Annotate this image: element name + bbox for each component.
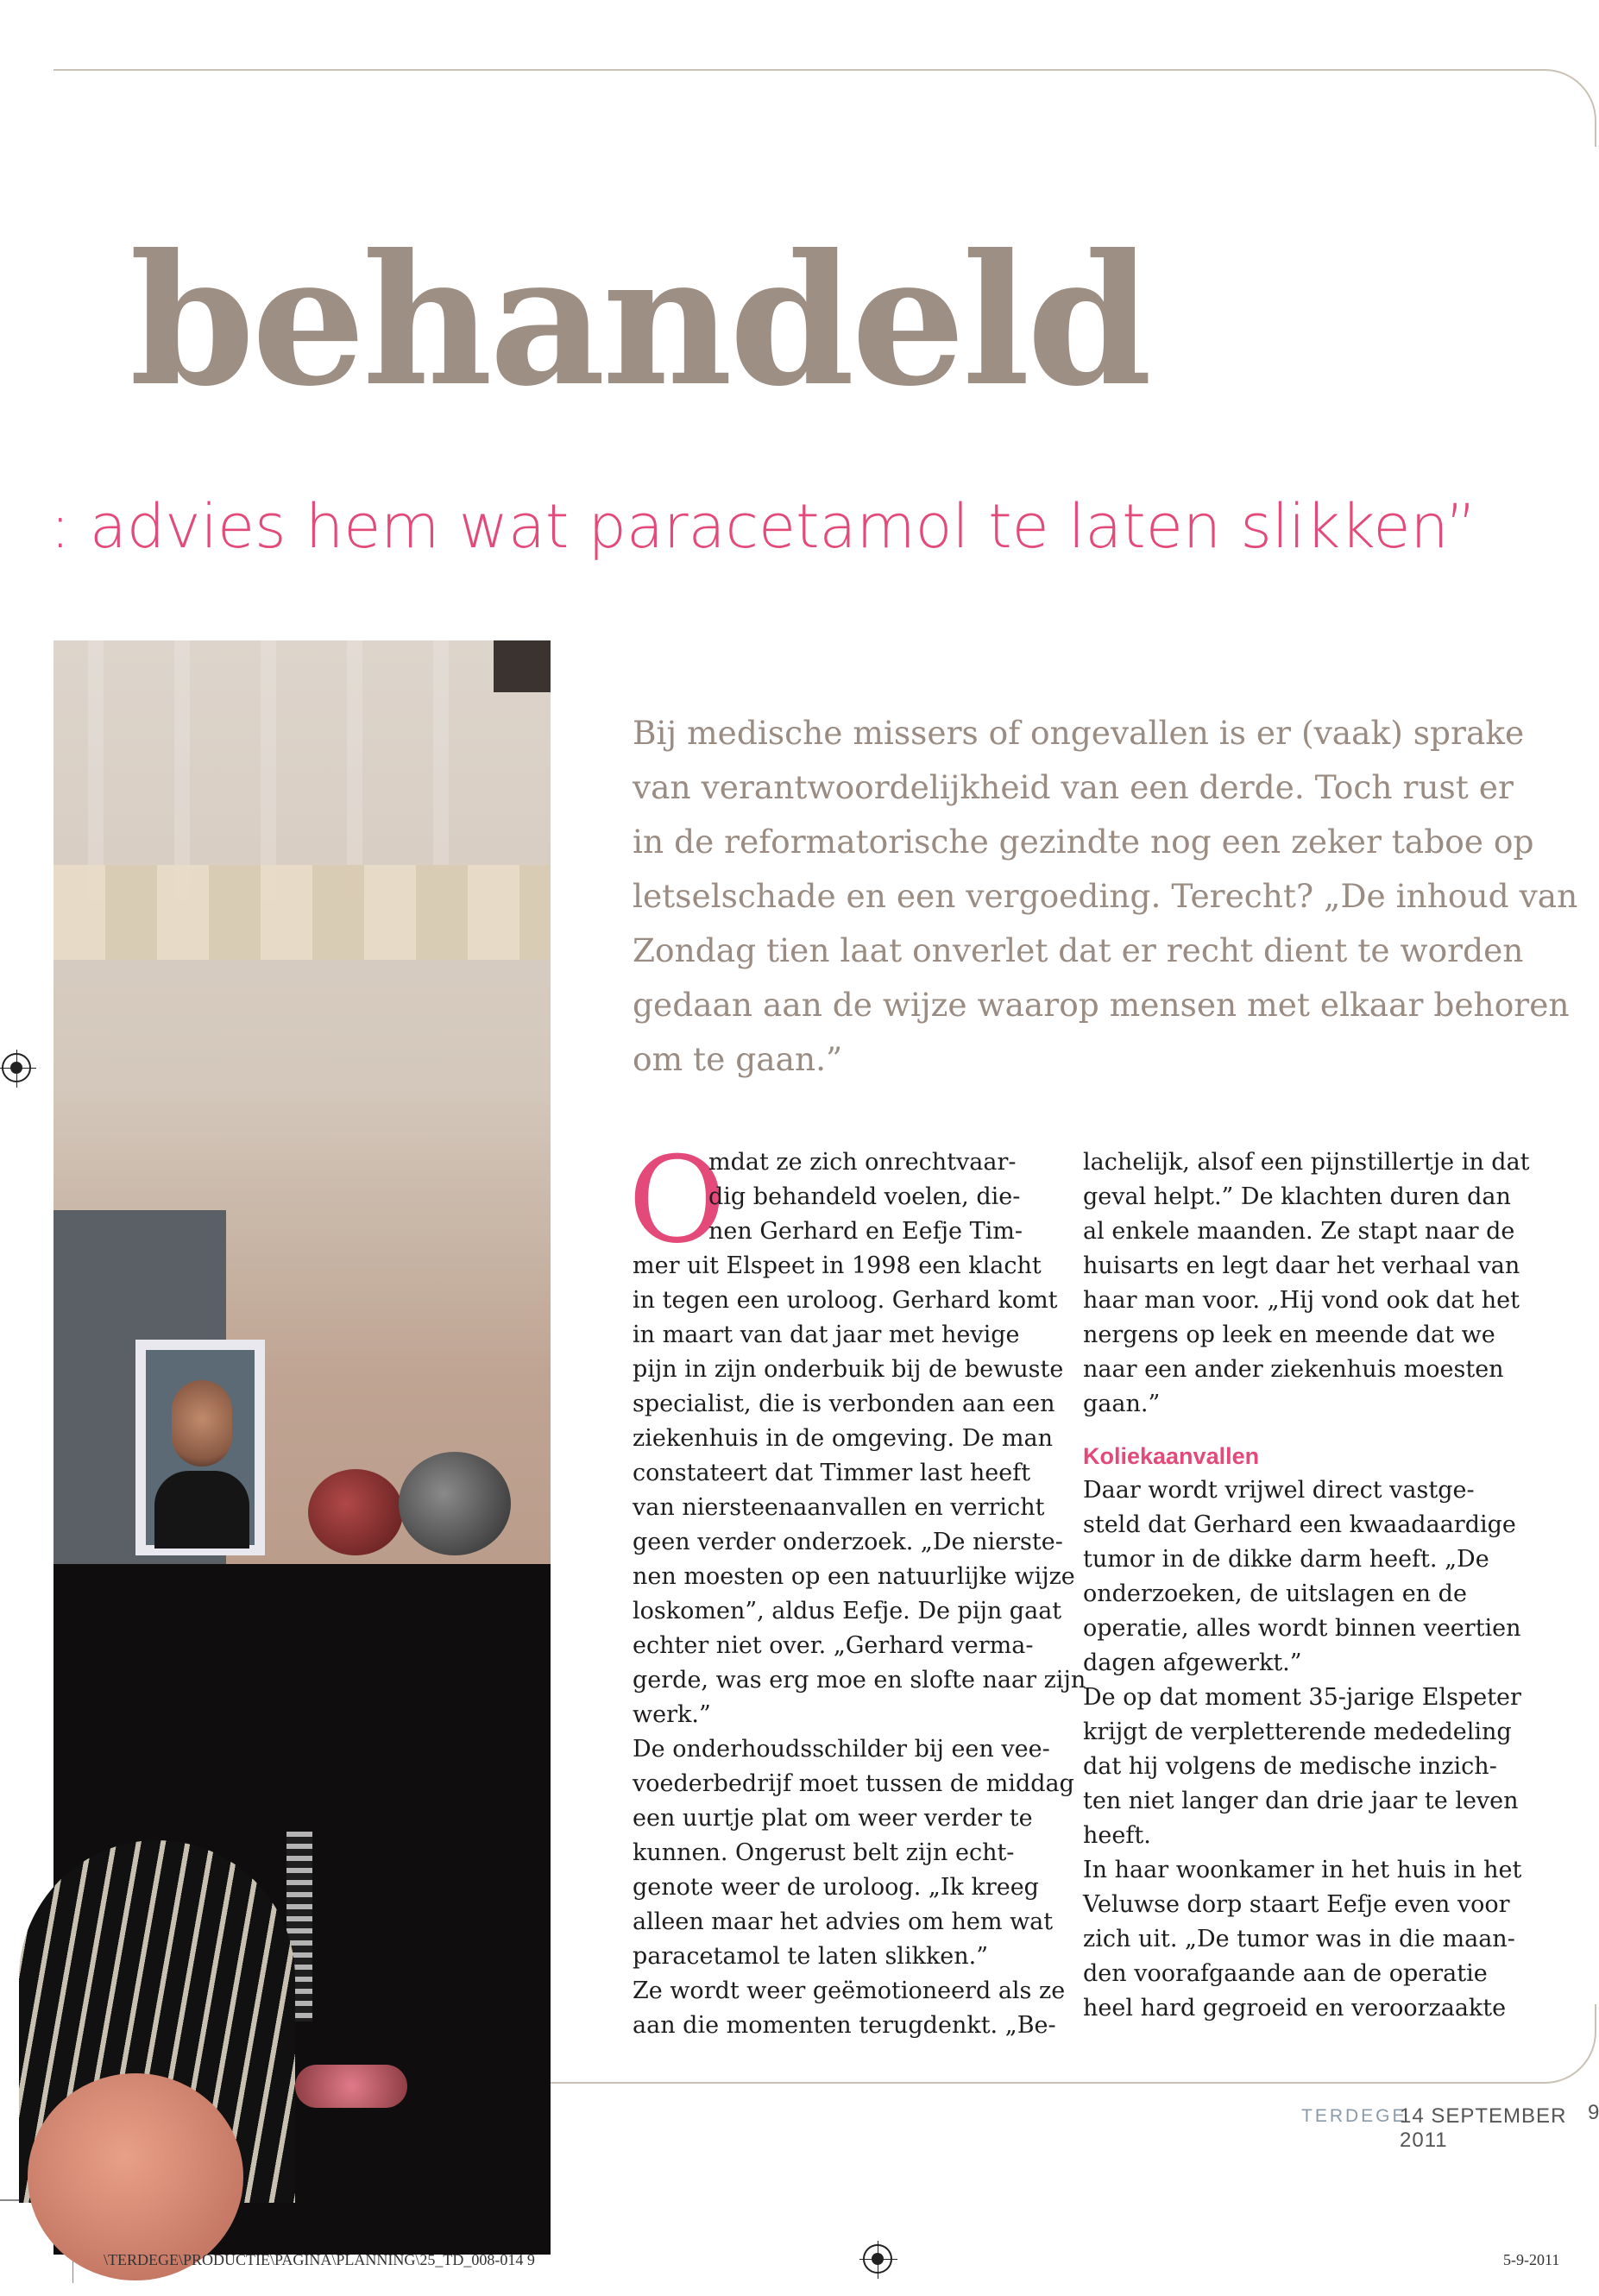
body-line: van niersteenaanvallen en verricht: [633, 1494, 1045, 1521]
intro-line: letselschade en een vergoeding. Terecht? „De inhoud van: [633, 877, 1578, 915]
body-line: mdat ze zich onrechtvaar-: [708, 1149, 1017, 1176]
body-line: aan die momenten terugdenkt. „Be-: [633, 2012, 1056, 2039]
print-slug-date: 5-9-2011: [1503, 2251, 1560, 2268]
body-line: echter niet over. „Gerhard verma-: [633, 1632, 1034, 1659]
article-photo: [54, 640, 551, 2225]
body-line: dat hij volgens de medische inzich-: [1083, 1753, 1497, 1780]
body-column-1: [633, 1145, 1086, 2043]
magazine-name: TERDEGE: [1301, 2106, 1407, 2126]
intro-line: van verantwoordelijkheid van een derde. Toch rust er: [633, 768, 1514, 806]
print-slug-path: \TERDEGE\PRODUCTIE\PAGINA\PLANNING\25_TD_008-014 9: [104, 2251, 535, 2268]
body-line: ziekenhuis in de omgeving. De man: [633, 1425, 1054, 1452]
body-line: geen verder onderzoek. „De nierste-: [633, 1529, 1063, 1555]
body-line: Ze wordt weer geëmotioneerd als ze: [633, 1977, 1066, 2004]
body-line: dagen afgewerkt.”: [1083, 1649, 1302, 1676]
top-rule: [54, 69, 1520, 71]
body-line: steld dat Gerhard een kwaadaardige: [1083, 1511, 1516, 1538]
intro-line: Zondag tien laat onverlet dat er recht dient te worden: [633, 931, 1524, 969]
body-line: geval helpt.” De klachten duren dan: [1083, 1183, 1511, 1210]
body-column-2: [1083, 1145, 1530, 2026]
body-line: ten niet langer dan drie jaar te leven: [1083, 1788, 1519, 1814]
subheading: Koliekaanvallen: [1083, 1443, 1260, 1469]
registration-mark-icon: [2, 1053, 31, 1082]
body-line: tumor in de dikke darm heeft. „De: [1083, 1546, 1489, 1573]
body-line: werk.”: [633, 1701, 711, 1728]
body-line: loskomen”, aldus Eefje. De pijn gaat: [633, 1598, 1062, 1624]
intro-line: Bij medische missers of ongevallen is er (vaak) sprake: [633, 714, 1525, 752]
body-line: krijgt de verpletterende mededeling: [1083, 1719, 1512, 1745]
body-line: huisarts en legt daar het verhaal van: [1083, 1252, 1520, 1279]
body-line: nen Gerhard en Eefje Tim-: [708, 1218, 1023, 1245]
body-line: heeft.: [1083, 1822, 1151, 1849]
body-line: In haar woonkamer in het huis in het: [1083, 1857, 1522, 1883]
body-line: dig behandeld voelen, die-: [708, 1183, 1021, 1210]
body-line: operatie, alles wordt binnen veertien: [1083, 1615, 1521, 1642]
body-line: Veluwse dorp staart Eefje even voor: [1083, 1891, 1510, 1918]
body-line: nen moesten op een natuurlijke wijze: [633, 1563, 1075, 1590]
body-line: gerde, was erg moe en slofte naar zijn: [633, 1667, 1086, 1694]
intro-line: om te gaan.”: [633, 1040, 843, 1078]
body-line: zich uit. „De tumor was in die maan-: [1083, 1926, 1515, 1952]
body-line: in tegen een uroloog. Gerhard komt: [633, 1287, 1058, 1314]
drop-cap: O: [628, 1131, 727, 1270]
issue-date: 14 SEPTEMBER 2011: [1400, 2104, 1567, 2152]
body-line: gaan.”: [1083, 1391, 1161, 1417]
registration-mark-icon: [863, 2244, 892, 2274]
body-line: een uurtje plat om weer verder te: [633, 1805, 1033, 1832]
body-line: genote weer de uroloog. „Ik kreeg: [633, 1874, 1039, 1901]
body-line: naar een ander ziekenhuis moesten: [1083, 1356, 1504, 1383]
body-line: heel hard gegroeid en veroorzaakte: [1083, 1995, 1507, 2022]
body-line: Daar wordt vrijwel direct vastge-: [1083, 1477, 1475, 1504]
body-line: voederbedrijf moet tussen de middag: [633, 1770, 1074, 1797]
body-line: den voorafgaande aan de operatie: [1083, 1960, 1488, 1987]
body-line: kunnen. Ongerust belt zijn echt-: [633, 1839, 1015, 1866]
body-line: onderzoeken, de uitslagen en de: [1083, 1580, 1467, 1607]
body-line: nergens op leek en meende dat we: [1083, 1321, 1495, 1348]
body-line: lachelijk, alsof een pijnstillertje in dat: [1083, 1149, 1530, 1176]
intro-paragraph: [633, 706, 1578, 1087]
body-line: constateert dat Timmer last heeft: [633, 1460, 1031, 1486]
body-line: De onderhoudsschilder bij een vee-: [633, 1736, 1050, 1763]
body-line: al enkele maanden. Ze stapt naar de: [1083, 1218, 1515, 1245]
body-line: in maart van dat jaar met hevige: [633, 1321, 1020, 1348]
page-number: 9: [1588, 2101, 1599, 2124]
body-line: pijn in zijn onderbuik bij de bewuste: [633, 1356, 1064, 1383]
body-line: De op dat moment 35-jarige Elspeter: [1083, 1684, 1521, 1711]
intro-line: gedaan aan de wijze waarop mensen met elkaar behoren: [633, 986, 1570, 1024]
body-line: alleen maar het advies om hem wat: [633, 1908, 1054, 1935]
headline: behandeld: [129, 216, 1149, 426]
body-line: paracetamol te laten slikken.”: [633, 1943, 989, 1970]
body-line: haar man voor. „Hij vond ook dat het: [1083, 1287, 1520, 1314]
body-line: specialist, die is verbonden aan een: [633, 1391, 1055, 1417]
intro-line: in de reformatorische gezindte nog een zeker taboe op: [633, 823, 1534, 861]
body-line: mer uit Elspeet in 1998 een klacht: [633, 1252, 1042, 1279]
bottom-corner-curve: [1519, 2004, 1596, 2084]
top-corner-curve: [1519, 69, 1596, 147]
pull-quote: : advies hem wat paracetamol te laten slikken”: [50, 491, 1477, 562]
